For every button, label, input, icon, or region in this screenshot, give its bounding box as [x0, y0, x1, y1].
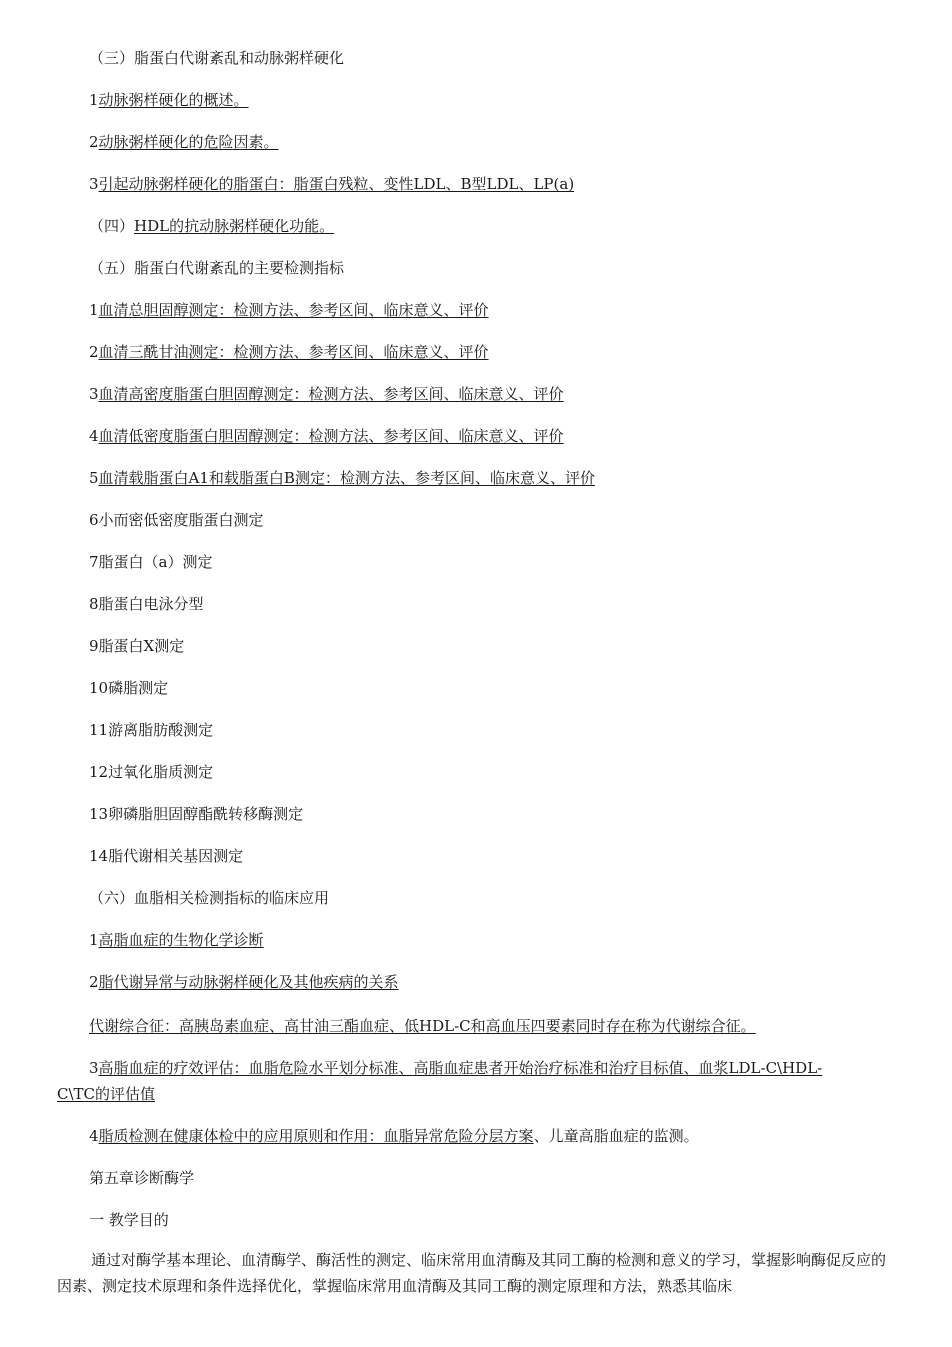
chapter-title: 第五章诊断酶学	[89, 1169, 195, 1187]
line-underlined-text: 引起动脉粥样硬化的脂蛋白：脂蛋白残粒、变性LDL、B型LDL、LP(a)	[98, 175, 575, 193]
outline-line	[89, 426, 564, 446]
outline-line	[89, 594, 204, 614]
outline-line	[89, 132, 279, 152]
line-prefix: （五）脂蛋白代谢紊乱的主要检测指标	[89, 259, 345, 277]
line-prefix: （三）脂蛋白代谢紊乱和动脉粥样硬化	[89, 49, 345, 67]
line-prefix: 6小而密低密度脂蛋白测定	[89, 511, 264, 529]
outline-line	[89, 552, 213, 572]
outline-line	[89, 972, 399, 992]
line-prefix: （六）血脂相关检测指标的临床应用	[89, 889, 330, 907]
outline-line	[89, 174, 574, 194]
line-prefix: 1	[89, 91, 99, 109]
line-prefix: 3	[89, 175, 99, 193]
item-underlined-text: 脂质检测在健康体检中的应用原则和作用：血脂异常危险分层方案	[98, 1127, 534, 1145]
line-prefix: 8脂蛋白电泳分型	[89, 595, 204, 613]
outline-line	[89, 510, 264, 530]
item-underlined-text: C\TC的评估值	[57, 1085, 156, 1103]
line-prefix: 7脂蛋白（a）测定	[89, 553, 213, 571]
item-number: 3	[89, 1059, 99, 1077]
outline-line	[89, 258, 344, 278]
outline-line	[89, 930, 264, 950]
line-underlined-text: 血清低密度脂蛋白胆固醇测定：检测方法、参考区间、临床意义、评价	[98, 427, 564, 445]
line-prefix: 5	[89, 469, 99, 487]
body-paragraph: 通过对酶学基本理论、血清酶学、酶活性的测定、临床常用血清酶及其同工酶的检测和意义的学习，掌握影响酶促反应的因素、测定技术原理和条件选择优化，掌握临床常用血清酶及其同工酶的测定原理和方法，熟悉其临床	[57, 1251, 887, 1295]
outline-line	[89, 636, 184, 656]
line-underlined-text: 血清载脂蛋白A1和载脂蛋白B测定：检测方法、参考区间、临床意义、评价	[98, 469, 595, 487]
line-underlined-text: 血清三酰甘油测定：检测方法、参考区间、临床意义、评价	[98, 343, 489, 361]
line-underlined-text: 脂代谢异常与动脉粥样硬化及其他疾病的关系	[98, 973, 399, 991]
line-underlined-text: 动脉粥样硬化的概述。	[98, 91, 249, 109]
section-heading: 一 教学目的	[89, 1211, 169, 1229]
line-prefix: 9脂蛋白Ⅹ测定	[89, 637, 185, 655]
line-prefix: 14脂代谢相关基因测定	[89, 847, 244, 865]
outline-line	[89, 804, 303, 824]
item-3-line-2	[57, 1084, 155, 1104]
outline-line	[89, 384, 564, 404]
outline-line	[89, 468, 595, 488]
line-prefix: 13卵磷脂胆固醇酯酰转移酶测定	[89, 805, 304, 823]
outline-line	[89, 846, 243, 866]
line-underlined-text: HDL的抗动脉粥样硬化功能。	[134, 217, 335, 235]
outline-line	[89, 216, 334, 236]
outline-line	[89, 720, 213, 740]
item-number: 4	[89, 1127, 99, 1145]
item-4-line	[89, 1126, 699, 1146]
line-prefix: 2	[89, 973, 99, 991]
item-underlined-text: 高脂血症的疗效评估：血脂危险水平划分标准、高脂血症患者开始治疗标准和治疗目标值、血浆LDL-C\HDL-	[98, 1059, 823, 1077]
line-prefix: 11游离脂肪酸测定	[89, 721, 214, 739]
item-suffix-text: 、儿童高脂血症的监测。	[533, 1127, 699, 1145]
line-prefix: 1	[89, 931, 99, 949]
outline-line	[89, 888, 329, 908]
outline-line	[89, 300, 489, 320]
line-underlined-text: 血清高密度脂蛋白胆固醇测定：检测方法、参考区间、临床意义、评价	[98, 385, 564, 403]
line-underlined-text: 高脂血症的生物化学诊断	[98, 931, 264, 949]
outline-line	[89, 762, 213, 782]
outline-line	[89, 342, 489, 362]
outline-line	[89, 90, 249, 110]
line-underlined-text: 动脉粥样硬化的危险因素。	[98, 133, 279, 151]
line-prefix: 2	[89, 133, 99, 151]
line-underlined-text: 血清总胆固醇测定：检测方法、参考区间、临床意义、评价	[98, 301, 489, 319]
line-prefix: 3	[89, 385, 99, 403]
line-prefix: 10磷脂测定	[89, 679, 169, 697]
item-3-line-1	[89, 1058, 822, 1078]
line-prefix: 12过氧化脂质测定	[89, 763, 214, 781]
outline-line	[89, 48, 344, 68]
line-prefix: 2	[89, 343, 99, 361]
line-prefix: （四）	[89, 217, 135, 235]
outline-line	[89, 1016, 756, 1036]
line-prefix: 1	[89, 301, 99, 319]
outline-line	[89, 678, 168, 698]
line-underlined-text: 代谢综合征：高胰岛素血症、高甘油三酯血症、低HDL-C和高血压四要素同时存在称为代谢综合征。	[89, 1017, 756, 1035]
line-prefix: 4	[89, 427, 99, 445]
